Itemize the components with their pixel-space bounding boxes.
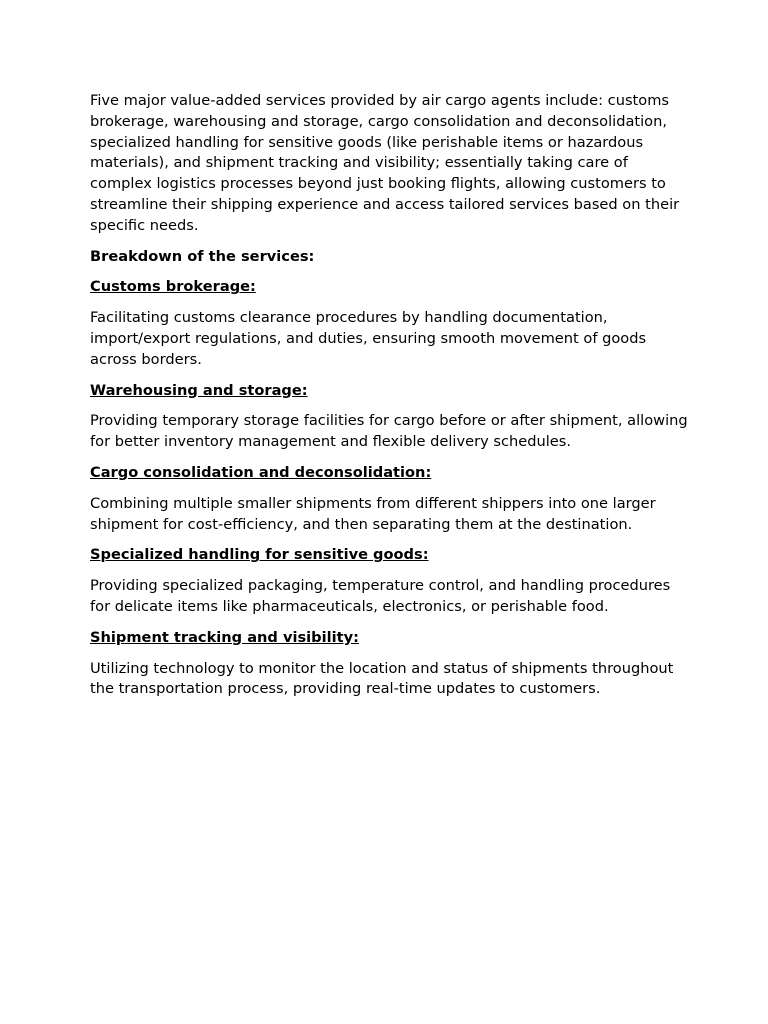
intro-paragraph: Five major value-added services provided by air cargo agents include: customs brokerage, warehousing and storage, cargo consolidation and deconsolidation, specialized handling for sensitive goods (like perishable items or hazardous materials), and shipment tracking and visibility; essentially taking care of complex logistics processes beyond just booking flights, allowing customers to streamline their shipping experience and access tailored services based on their specific needs. (90, 92, 680, 234)
section-shipment-tracking (90, 628, 690, 700)
section-heading: Warehousing and storage: (90, 381, 308, 399)
document-page (90, 91, 690, 710)
section-body: Providing temporary storage facilities for cargo before or after shipment, allowing for better inventory management and flexible delivery schedules. (90, 412, 688, 451)
section-heading: Specialized handling for sensitive goods: (90, 546, 429, 564)
section-heading: Customs brokerage: (90, 278, 256, 296)
section-body: Facilitating customs clearance procedures by handling documentation, import/export regulations, and duties, ensuring smooth movement of goods across borders. (90, 309, 647, 368)
section-body: Providing specialized packaging, temperature control, and handling procedures for delicate items like pharmaceuticals, electronics, or perishable food. (90, 577, 671, 615)
section-body: Combining multiple smaller shipments from different shippers into one larger shipment for cost-efficiency, and then separating them at the destination. (90, 494, 656, 533)
section-specialized-handling (90, 545, 690, 617)
section-heading: Shipment tracking and visibility: (90, 628, 359, 646)
section-customs-brokerage (90, 277, 690, 370)
section-warehousing-storage (90, 381, 690, 453)
section-heading: Cargo consolidation and deconsolidation: (90, 463, 432, 481)
breakdown-heading: Breakdown of the services: (90, 247, 315, 265)
section-body: Utilizing technology to monitor the location and status of shipments throughout the transportation process, providing real-time updates to customers. (90, 659, 674, 698)
section-cargo-consolidation (90, 463, 690, 535)
